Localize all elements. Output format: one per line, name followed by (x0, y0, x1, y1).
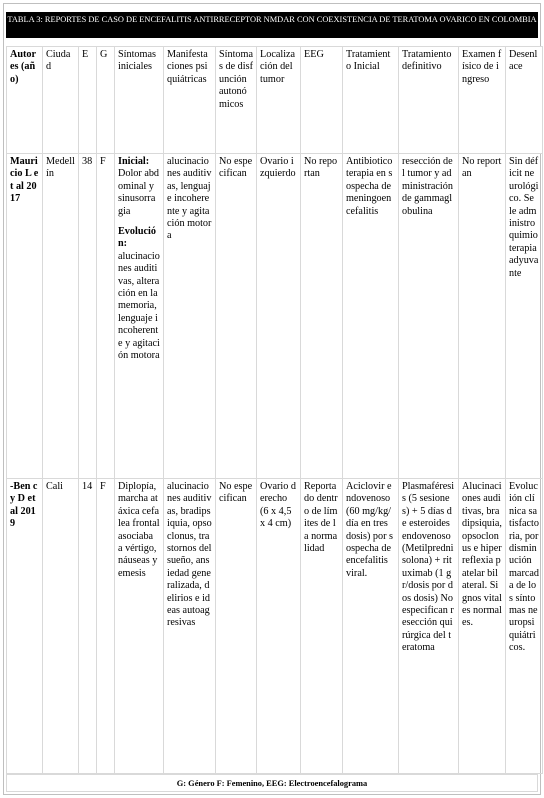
cell-psiquiatricas: alucinaciones auditivas, bradipsiquia, opsoclonus, trastornos del sueño, ansiedad generalizada, delirios e ideas autoagresivas (164, 479, 216, 774)
sintomas-evolucion-text: alucinaciones auditivas, alteración en la memoria, lenguaje incoherente y agitación motora (118, 250, 160, 362)
header-ciudad: Ciudad (43, 47, 79, 154)
table-row (7, 479, 543, 774)
cell-tto-inicial: Antibioticoterapia en sospecha de meningoencefalitis (343, 154, 399, 479)
header-sintomas: Síntomas iniciales (115, 47, 164, 154)
table-row (7, 154, 543, 479)
cell-e: 14 (79, 479, 97, 774)
sintomas-inicial-label: Inicial: (118, 156, 150, 167)
cell-ciudad: Cali (43, 479, 79, 774)
cell-e: 38 (79, 154, 97, 479)
document-page (3, 3, 541, 795)
header-e: E (79, 47, 97, 154)
header-psiquiatricas: Manifestaciones psiquiátricas (164, 47, 216, 154)
cell-eeg: No reportan (301, 154, 343, 479)
sintomas-inicial-text: Dolor abdominal y sinusorragia (118, 168, 160, 217)
cell-desenlace: Evolución clínica satisfactoria, por disminución marcada de los síntomas neuropsiquiátricos. (506, 479, 543, 774)
header-autores: Autores (año) (7, 47, 43, 154)
cell-localizacion: Ovario izquierdo (257, 154, 301, 479)
cell-sintomas (115, 154, 164, 479)
cell-examen: No reportan (459, 154, 506, 479)
header-eeg: EEG (301, 47, 343, 154)
sintomas-evolucion-label: Evolución: (118, 226, 156, 250)
cell-examen: Alucinaciones auditivas, bradipsiquia, opsoclonus e hiperreflexia patelar bilateral. Signos vitales normales. (459, 479, 506, 774)
cell-sintomas: Diplopía, marcha atáxica cefalea frontal asociaba a vértigo, náuseas y emesis (115, 479, 164, 774)
cell-autonomicos: No especifican (216, 479, 257, 774)
header-examen: Examen físico de ingreso (459, 47, 506, 154)
cell-tto-inicial: Aciclovir endovenoso (60 mg/kg/día en tres dosis) por sospecha de encefalitis viral. (343, 479, 399, 774)
cell-tto-definitivo: Plasmaféresis (5 sesiones) + 5 días de esteroides endovenoso (Metilprednisolona) + rituximab (1 gr/dosis por dos dosis) No especifican resección quirúrgica del teratoma (399, 479, 459, 774)
header-autonomicos: Síntomas de disfunción autonómicos (216, 47, 257, 154)
cell-g: F (97, 154, 115, 479)
header-row (7, 47, 543, 154)
header-localizacion: Localización del tumor (257, 47, 301, 154)
cell-localizacion: Ovario derecho (6 x 4,5 x 4 cm) (257, 479, 301, 774)
case-reports-table (6, 46, 543, 774)
cell-eeg: Reportado dentro de límites de la normalidad (301, 479, 343, 774)
cell-psiquiatricas: alucinaciones auditivas, lenguaje incoherente y agitación motora (164, 154, 216, 479)
table-footnote: G: Género F: Femenino, EEG: Electroencefalograma (6, 774, 538, 792)
cell-tto-definitivo: resección del tumor y administración de gammaglobulina (399, 154, 459, 479)
cell-autores: -Ben cy D et al 2019 (7, 479, 43, 774)
header-desenlace: Desenlace (506, 47, 543, 154)
table-title: TABLA 3: REPORTES DE CASO DE ENCEFALITIS ANTIRRECEPTOR NMDAR CON COEXISTENCIA DE TERATOMA OVARICO EN COLOMBIA (6, 12, 538, 38)
header-tto-definitivo: Tratamiento definitivo (399, 47, 459, 154)
cell-autores: Mauricio L et al 2017 (7, 154, 43, 479)
cell-g: F (97, 479, 115, 774)
cell-desenlace: Sin déficit neurológico. Se le administro quimioterapia adyuvante (506, 154, 543, 479)
header-tto-inicial: Tratamiento Inicial (343, 47, 399, 154)
cell-ciudad: Medellín (43, 154, 79, 479)
cell-autonomicos: No especifican (216, 154, 257, 479)
header-g: G (97, 47, 115, 154)
